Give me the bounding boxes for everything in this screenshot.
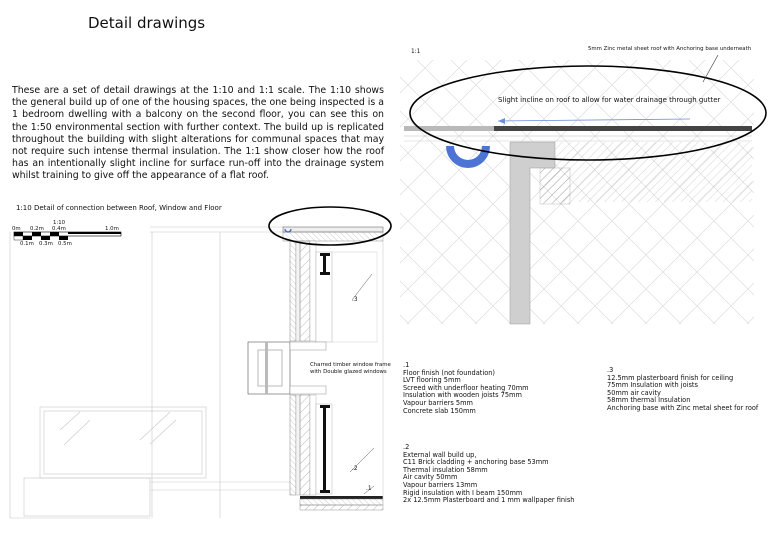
zoom-ellipse-large (410, 66, 766, 160)
note-line: 2x 12.5mm Plasterboard and 1 mm wallpaper finish (403, 496, 575, 505)
scale-bar (14, 232, 121, 240)
scale-tick-0-3m: 0.3m (39, 241, 53, 247)
note-id: .2 (403, 443, 410, 451)
note-line: LVT flooring 5mm (403, 376, 461, 385)
note-id: .1 (403, 361, 410, 369)
scale-tick-0-4m: 0.4m (52, 226, 66, 232)
page-title: Detail drawings (88, 14, 206, 32)
marker-3: .3 (352, 297, 358, 303)
roof-slab (283, 227, 383, 232)
note-line: Vapour barriers 5mm (403, 398, 473, 407)
scale-tick-0-5m: 0.5m (58, 241, 72, 247)
note-floor (403, 362, 529, 415)
incline-note: Slight incline on roof to allow for water drainage through gutter (498, 96, 721, 104)
note-line: 58mm thermal Insulation (607, 396, 691, 405)
note-line: 50mm air cavity (607, 388, 661, 397)
note-line: Rigid insulation with I beam 150mm (403, 488, 523, 497)
scale-tick-0m: 0m (12, 226, 21, 232)
note-roof (607, 367, 758, 413)
marker-2: .2 (352, 466, 358, 472)
leader-lines (350, 274, 374, 494)
window-note (310, 362, 391, 375)
note-line: Insulation with wooden joists 75mm (403, 391, 522, 400)
detail-1-1-scale: 1:1 (411, 49, 421, 55)
note-line: External wall build up, (403, 450, 477, 459)
note-line: Anchoring base with Zinc metal sheet for roof (607, 403, 759, 412)
note-line: 75mm Insulation with joists (607, 381, 698, 390)
note-line: Screed with underfloor heating 70mm (403, 383, 529, 392)
note-line: 12.5mm plasterboard finish for ceiling (607, 373, 734, 382)
note-line: Floor finish (not foundation) (403, 368, 495, 377)
note-line: Air cavity 50mm (403, 473, 458, 482)
window-note-line: with Double glazed windows (310, 368, 387, 375)
note-line: C11 Brick cladding + anchoring base 53mm (403, 458, 549, 467)
roof-sheet-label: 5mm Zinc metal sheet roof with Anchoring base underneath (588, 46, 752, 52)
note-external-wall (403, 444, 574, 505)
intro-paragraph: These are a set of detail drawings at the 1:10 and 1:1 scale. The 1:10 shows the general build up of one of the housing spaces, the one being inspected is a 1 bedroom dwelling with a balcony on the second floor, you can see this on the 1:50 environmental section with further context. The build up is replicated throughout the building with slight alterations for communal spaces that may not require such intense thermal insulation. The 1:1 show closer how the roof has an intentionally slight incline for surface run-off into the drainage system whilst training to give off the appearance of a flat roof. (12, 85, 384, 182)
note-id: .3 (607, 366, 614, 374)
note-line: Vapour barriers 13mm (403, 480, 478, 489)
note-line: Thermal insulation 58mm (403, 465, 488, 474)
note-line: Concrete slab 150mm (403, 406, 476, 415)
window-note-line: Charred timber window frame (310, 362, 391, 368)
scale-tick-1-0m: 1.0m (105, 226, 119, 232)
marker-1: .1 (366, 486, 372, 492)
scale-tick-0-1m: 0.1m (20, 241, 34, 247)
scale-tick-0-2m: 0.2m (30, 226, 44, 232)
scale-bar-label: 1:10 (53, 220, 66, 226)
roof-insulation (283, 232, 383, 241)
detail-1-10-title: 1:10 Detail of connection between Roof, Window and Floor (16, 204, 222, 212)
